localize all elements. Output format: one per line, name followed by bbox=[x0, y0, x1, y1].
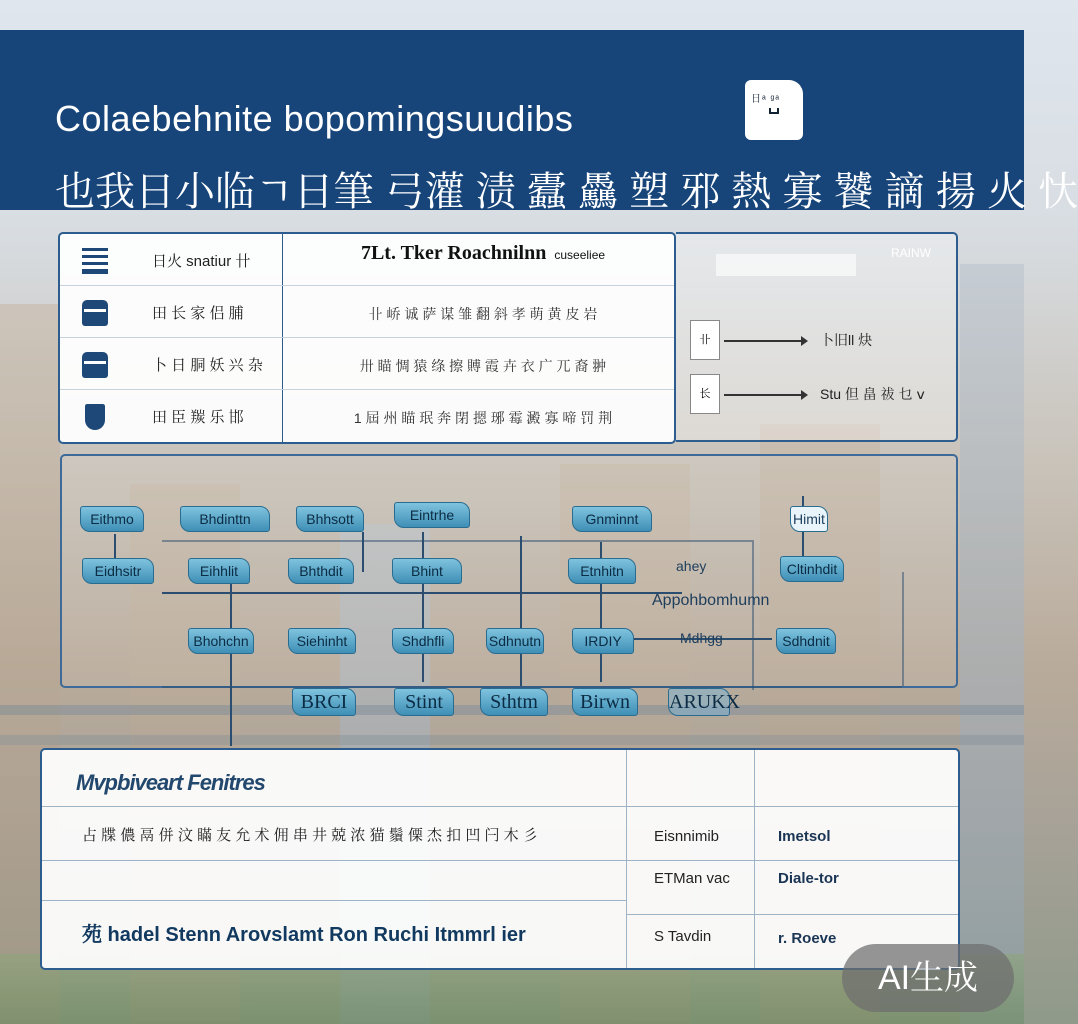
flow-node: Bhhsott bbox=[296, 506, 364, 532]
flow-node: Bhint bbox=[392, 558, 462, 584]
ai-generated-badge: AI生成 bbox=[842, 944, 1014, 1012]
flow-node: Himit bbox=[790, 506, 828, 532]
flow-node: ARUKX bbox=[668, 688, 730, 716]
flow-label: ahey bbox=[676, 558, 707, 574]
flow-node: Eithmo bbox=[80, 506, 144, 532]
feature-row: 苑 hadel Stenn Arovslamt Ron Ruchi Itmmrl ier bbox=[82, 924, 526, 946]
flow-node: Shdhfli bbox=[392, 628, 454, 654]
flow-node: Sdhdnit bbox=[776, 628, 836, 654]
flow-node: Etnhitn bbox=[568, 558, 636, 584]
grid-cell: r. Roeve bbox=[778, 930, 837, 947]
legend-box: 长 bbox=[690, 374, 720, 414]
grid-cell: ETMan vac bbox=[654, 870, 730, 887]
flow-node: Sdhnutn bbox=[486, 628, 544, 654]
table-row: 田 臣 羰 乐 邯 1 屆 州 瞄 珉 奔 閉 摁 琊 霉 澱 寡 啼 罚 荆 bbox=[60, 390, 674, 442]
flow-node: Eintrhe bbox=[394, 502, 470, 528]
grid-cell: Eisnnimib bbox=[654, 828, 720, 845]
grid-cell: S Tavdin bbox=[654, 928, 712, 945]
flow-node: Stint bbox=[394, 688, 454, 716]
table-row: 日火 snatiur 卄 7Lt. Tker Roachnilnn cuseeliee bbox=[60, 234, 674, 286]
flow-label: Appohbomhumn bbox=[652, 592, 770, 609]
page-subtitle: 也我日小临ㄱ日筆 弓灌 渍 蠹 驫 塑 邪 熱 寡 饕 謫 揚 火 忕 bbox=[55, 170, 1078, 214]
table-row: 卜 日 胴 妖 兴 杂 卅 瞄 惆 猿 绦 擦 賻 霞 卉 衣 广 兀 裔 翀 bbox=[60, 338, 674, 390]
info-table bbox=[58, 232, 676, 444]
flow-node: Eidhsitr bbox=[82, 558, 154, 584]
flow-node: Bhdinttn bbox=[180, 506, 270, 532]
grid-cell: Imetsol bbox=[778, 828, 831, 845]
flow-node: Bhohchn bbox=[188, 628, 254, 654]
flow-node: Siehinht bbox=[288, 628, 356, 654]
feature-row: 占 牒 儂 鬲 併 汶 瞞 友 允 术 佣 串 井 兢 浓 猫 鬚 傈 杰 扣 凹 闩 木 彡 bbox=[82, 827, 538, 844]
document-icon: 日ᵃ ᵍᵃ bbox=[745, 80, 803, 140]
flow-node: Gnminnt bbox=[572, 506, 652, 532]
features-title: Mvpbiveart Fenitres bbox=[76, 770, 265, 795]
table-row: 田 长 家 侣 脯 卝 峤 诚 萨 谋 雏 翻 斜 孝 萌 黄 皮 岩 bbox=[60, 286, 674, 338]
flow-node: Birwn bbox=[572, 688, 638, 716]
flow-node: IRDIY bbox=[572, 628, 634, 654]
legend-box: 卝 bbox=[690, 320, 720, 360]
grid-cell: Diale-tor bbox=[778, 870, 839, 887]
side-legend-panel: RAINW 卝 卜旧ll 炔 长 Stu 但 畠 祓 乜 ⅴ bbox=[676, 232, 958, 442]
features-table bbox=[40, 748, 960, 970]
table-header: 7Lt. Tker Roachnilnn cuseeliee bbox=[360, 242, 606, 264]
flow-node: Sthtm bbox=[480, 688, 548, 716]
flow-node: Eihhlit bbox=[188, 558, 250, 584]
flow-node: Bhthdit bbox=[288, 558, 354, 584]
briefcase-icon bbox=[82, 300, 108, 326]
flow-label: Mdhgg bbox=[680, 630, 723, 646]
flow-node: BRCI bbox=[292, 688, 356, 716]
briefcase-icon bbox=[82, 352, 108, 378]
header-banner bbox=[0, 30, 1078, 214]
list-icon bbox=[82, 248, 108, 274]
page-title: Colaebehnite bopomingsuudibs bbox=[55, 98, 574, 139]
shield-icon bbox=[85, 404, 105, 430]
flow-diagram bbox=[60, 454, 958, 713]
flow-node: Cltinhdit bbox=[780, 556, 844, 582]
